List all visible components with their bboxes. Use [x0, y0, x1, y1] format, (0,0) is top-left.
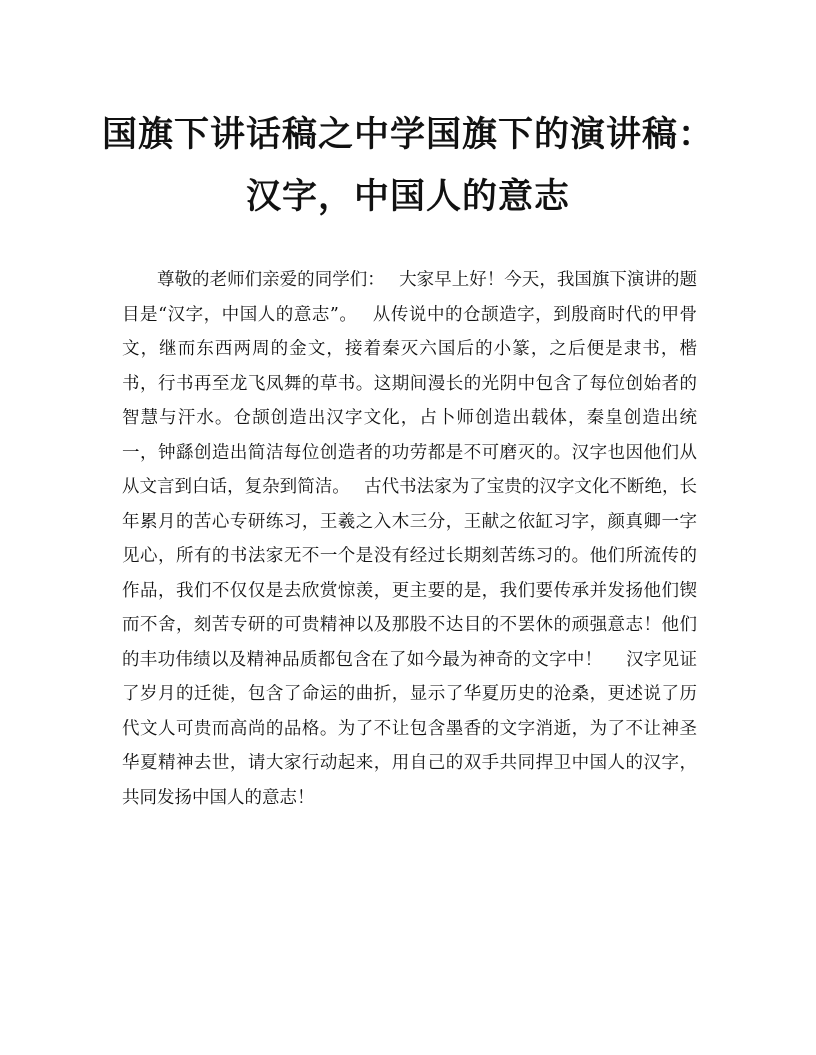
document-title — [0, 104, 816, 228]
title-line-1: 国旗下讲话稿之中学国旗下的演讲稿： — [101, 114, 714, 155]
speech-body-paragraph: 尊敬的老师们亲爱的同学们： 大家早上好！今天，我国旗下演讲的题目是“汉字，中国人的意志”。 从传说中的仓颉造字，到殷商时代的甲骨文，继而东西两周的金文，接着秦灭六国后的小篆，之后便是隶书，楷书，行书再至龙飞凤舞的草书。这期间漫长的光阴中包含了每位创始者的智慧与汗水。仓颉创造出汉字文化，占卜师创造出载体，秦皇创造出统一，钟繇创造出简洁每位创造者的功劳都是不可磨灭的。汉字也因他们从从文言到白话，复杂到简洁。 古代书法家为了宝贵的汉字文化不断绝，长年累月的苦心专研练习，王羲之入木三分，王献之依缸习字，颜真卿一字见心，所有的书法家无不一个是没有经过长期刻苦练习的。他们所流传的作品，我们不仅仅是去欣赏惊羡，更主要的是，我们要传承并发扬他们锲而不舍，刻苦专研的可贵精神以及那股不达目的不罢休的顽强意志！他们的丰功伟绩以及精神品质都包含在了如今最为神奇的文字中！ 汉字见证了岁月的迁徙，包含了命运的曲折，显示了华夏历史的沧桑，更述说了历代文人可贵而高尚的品格。为了不让包含墨香的文字消逝，为了不让神圣华夏精神去世，请大家行动起来，用自己的双手共同捍卫中国人的汉字，共同发扬中国人的意志！ — [122, 270, 697, 808]
title-line-2: 汉字，中国人的意志 — [245, 176, 570, 217]
